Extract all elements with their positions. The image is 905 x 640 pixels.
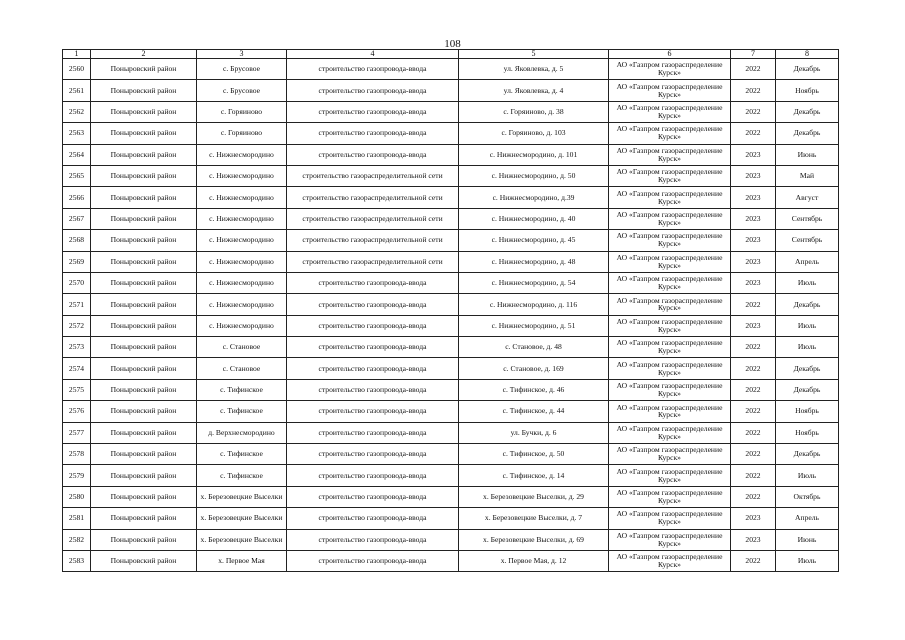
cell-settlement: с. Тифинское [197,379,287,400]
column-header-7: 7 [731,50,776,59]
cell-organization: АО «Газпром газораспределение Курск» [609,550,731,571]
cell-month: Июнь [776,529,839,550]
cell-organization: АО «Газпром газораспределение Курск» [609,529,731,550]
cell-year: 2022 [731,337,776,358]
cell-row-number: 2581 [63,508,91,529]
cell-row-number: 2573 [63,337,91,358]
cell-month: Ноябрь [776,422,839,443]
cell-work-type: строительство газопровода-ввода [287,272,459,293]
cell-district: Поныровский район [91,251,197,272]
column-header-1: 1 [63,50,91,59]
page-number: 108 [444,38,461,50]
table-row [63,294,839,315]
cell-settlement: с. Нижнесмородино [197,272,287,293]
cell-work-type: строительство газораспределительной сети [287,208,459,229]
cell-year: 2022 [731,101,776,122]
cell-organization: АО «Газпром газораспределение Курск» [609,165,731,186]
cell-organization: АО «Газпром газораспределение Курск» [609,123,731,144]
cell-district: Поныровский район [91,101,197,122]
cell-year: 2023 [731,272,776,293]
cell-settlement: с. Нижнесмородино [197,294,287,315]
cell-month: Апрель [776,251,839,272]
cell-district: Поныровский район [91,422,197,443]
cell-organization: АО «Газпром газораспределение Курск» [609,251,731,272]
cell-settlement: с. Нижнесмородино [197,315,287,336]
cell-work-type: строительство газопровода-ввода [287,465,459,486]
cell-year: 2023 [731,208,776,229]
cell-year: 2023 [731,508,776,529]
cell-year: 2022 [731,444,776,465]
cell-work-type: строительство газопровода-ввода [287,486,459,507]
header-row [63,50,839,59]
cell-address: ул. Яковлевка, д. 4 [459,80,609,101]
cell-organization: АО «Газпром газораспределение Курск» [609,486,731,507]
cell-year: 2022 [731,59,776,80]
cell-organization: АО «Газпром газораспределение Курск» [609,208,731,229]
cell-settlement: с. Горяиново [197,101,287,122]
cell-work-type: строительство газопровода-ввода [287,358,459,379]
cell-address: с. Нижнесмородино, д. 54 [459,272,609,293]
cell-year: 2022 [731,123,776,144]
cell-row-number: 2582 [63,529,91,550]
cell-settlement: с. Нижнесмородино [197,165,287,186]
cell-month: Декабрь [776,444,839,465]
cell-row-number: 2564 [63,144,91,165]
cell-row-number: 2568 [63,230,91,251]
cell-organization: АО «Газпром газораспределение Курск» [609,187,731,208]
cell-row-number: 2567 [63,208,91,229]
cell-address: с. Нижнесмородино, д. 48 [459,251,609,272]
table-row [63,144,839,165]
cell-address: с. Тифинское, д. 14 [459,465,609,486]
cell-district: Поныровский район [91,486,197,507]
cell-month: Сентябрь [776,208,839,229]
cell-year: 2022 [731,401,776,422]
cell-district: Поныровский район [91,550,197,571]
cell-address: с. Тифинское, д. 46 [459,379,609,400]
cell-settlement: д. Верхнесмородино [197,422,287,443]
table-row [63,444,839,465]
cell-year: 2023 [731,165,776,186]
cell-settlement: х. Первое Мая [197,550,287,571]
cell-district: Поныровский район [91,123,197,144]
table-row [63,123,839,144]
cell-row-number: 2583 [63,550,91,571]
cell-month: Октябрь [776,486,839,507]
cell-year: 2022 [731,465,776,486]
cell-settlement: с. Становое [197,337,287,358]
cell-district: Поныровский район [91,208,197,229]
cell-settlement: с. Нижнесмородино [197,230,287,251]
cell-settlement: с. Становое [197,358,287,379]
cell-year: 2022 [731,358,776,379]
table-row [63,187,839,208]
cell-organization: АО «Газпром газораспределение Курск» [609,144,731,165]
cell-district: Поныровский район [91,144,197,165]
cell-month: Июль [776,465,839,486]
cell-row-number: 2563 [63,123,91,144]
cell-work-type: строительство газопровода-ввода [287,123,459,144]
cell-district: Поныровский район [91,529,197,550]
cell-district: Поныровский район [91,315,197,336]
cell-month: Май [776,165,839,186]
cell-month: Июль [776,272,839,293]
table-row [63,101,839,122]
cell-work-type: строительство газораспределительной сети [287,251,459,272]
cell-district: Поныровский район [91,80,197,101]
cell-organization: АО «Газпром газораспределение Курск» [609,401,731,422]
cell-address: х. Березовецкие Выселки, д. 7 [459,508,609,529]
cell-settlement: х. Березовецкие Выселки [197,486,287,507]
cell-row-number: 2565 [63,165,91,186]
cell-row-number: 2577 [63,422,91,443]
cell-row-number: 2576 [63,401,91,422]
cell-address: с. Нижнесмородино, д.39 [459,187,609,208]
cell-row-number: 2575 [63,379,91,400]
cell-organization: АО «Газпром газораспределение Курск» [609,80,731,101]
cell-organization: АО «Газпром газораспределение Курск» [609,272,731,293]
cell-settlement: с. Тифинское [197,401,287,422]
cell-month: Декабрь [776,101,839,122]
cell-year: 2023 [731,315,776,336]
cell-district: Поныровский район [91,165,197,186]
cell-month: Декабрь [776,379,839,400]
cell-month: Декабрь [776,358,839,379]
cell-organization: АО «Газпром газораспределение Курск» [609,59,731,80]
cell-settlement: с. Тифинское [197,444,287,465]
cell-work-type: строительство газораспределительной сети [287,187,459,208]
cell-settlement: с. Нижнесмородино [197,251,287,272]
gasification-table [62,49,839,572]
table-row [63,315,839,336]
cell-address: с. Становое, д. 48 [459,337,609,358]
table-row [63,80,839,101]
table-row [63,230,839,251]
cell-work-type: строительство газопровода-ввода [287,401,459,422]
cell-year: 2022 [731,80,776,101]
table-row [63,401,839,422]
table-row [63,251,839,272]
cell-row-number: 2562 [63,101,91,122]
cell-settlement: х. Березовецкие Выселки [197,529,287,550]
cell-row-number: 2572 [63,315,91,336]
cell-district: Поныровский район [91,358,197,379]
cell-row-number: 2569 [63,251,91,272]
cell-month: Декабрь [776,59,839,80]
cell-address: с. Нижнесмородино, д. 50 [459,165,609,186]
cell-settlement: с. Тифинское [197,465,287,486]
cell-year: 2023 [731,144,776,165]
cell-address: х. Березовецкие Выселки, д. 69 [459,529,609,550]
cell-month: Декабрь [776,123,839,144]
cell-district: Поныровский район [91,401,197,422]
cell-address: ул. Яковлевка, д. 5 [459,59,609,80]
cell-address: с. Тифинское, д. 50 [459,444,609,465]
cell-row-number: 2574 [63,358,91,379]
cell-row-number: 2570 [63,272,91,293]
cell-address: х. Первое Мая, д. 12 [459,550,609,571]
table-row [63,379,839,400]
cell-organization: АО «Газпром газораспределение Курск» [609,358,731,379]
cell-work-type: строительство газопровода-ввода [287,379,459,400]
cell-work-type: строительство газопровода-ввода [287,444,459,465]
table-row [63,358,839,379]
cell-month: Ноябрь [776,401,839,422]
cell-settlement: х. Березовецкие Выселки [197,508,287,529]
cell-month: Июль [776,337,839,358]
column-header-4: 4 [287,50,459,59]
cell-work-type: строительство газопровода-ввода [287,59,459,80]
cell-organization: АО «Газпром газораспределение Курск» [609,422,731,443]
cell-year: 2023 [731,230,776,251]
cell-district: Поныровский район [91,272,197,293]
cell-settlement: с. Горяиново [197,123,287,144]
cell-work-type: строительство газораспределительной сети [287,165,459,186]
table-row [63,508,839,529]
table-row [63,465,839,486]
cell-year: 2023 [731,251,776,272]
cell-year: 2022 [731,550,776,571]
cell-month: Июль [776,315,839,336]
cell-address: с. Нижнесмородино, д. 40 [459,208,609,229]
column-header-8: 8 [776,50,839,59]
cell-address: с. Горяиново, д. 38 [459,101,609,122]
cell-work-type: строительство газопровода-ввода [287,337,459,358]
table-row [63,337,839,358]
cell-month: Август [776,187,839,208]
cell-organization: АО «Газпром газораспределение Курск» [609,337,731,358]
cell-settlement: с. Брусовое [197,59,287,80]
cell-district: Поныровский район [91,444,197,465]
cell-address: х. Березовецкие Выселки, д. 29 [459,486,609,507]
cell-month: Декабрь [776,294,839,315]
table-row [63,486,839,507]
cell-settlement: с. Нижнесмородино [197,208,287,229]
cell-year: 2022 [731,379,776,400]
cell-work-type: строительство газопровода-ввода [287,422,459,443]
cell-organization: АО «Газпром газораспределение Курск» [609,444,731,465]
cell-row-number: 2578 [63,444,91,465]
cell-year: 2023 [731,529,776,550]
cell-organization: АО «Газпром газораспределение Курск» [609,101,731,122]
cell-work-type: строительство газораспределительной сети [287,230,459,251]
cell-month: Апрель [776,508,839,529]
cell-month: Ноябрь [776,80,839,101]
cell-year: 2022 [731,422,776,443]
cell-work-type: строительство газопровода-ввода [287,144,459,165]
cell-organization: АО «Газпром газораспределение Курск» [609,315,731,336]
cell-organization: АО «Газпром газораспределение Курск» [609,508,731,529]
column-header-2: 2 [91,50,197,59]
table-row [63,422,839,443]
column-header-5: 5 [459,50,609,59]
cell-year: 2023 [731,187,776,208]
table-row [63,59,839,80]
cell-year: 2022 [731,486,776,507]
table-row [63,529,839,550]
cell-district: Поныровский район [91,508,197,529]
cell-work-type: строительство газопровода-ввода [287,80,459,101]
cell-organization: АО «Газпром газораспределение Курск» [609,379,731,400]
cell-settlement: с. Нижнесмородино [197,187,287,208]
cell-address: с. Тифинское, д. 44 [459,401,609,422]
cell-row-number: 2571 [63,294,91,315]
cell-month: Июнь [776,144,839,165]
cell-organization: АО «Газпром газораспределение Курск» [609,294,731,315]
cell-address: с. Нижнесмородино, д. 45 [459,230,609,251]
cell-month: Сентябрь [776,230,839,251]
cell-work-type: строительство газопровода-ввода [287,101,459,122]
table-body [63,59,839,572]
cell-year: 2022 [731,294,776,315]
cell-row-number: 2561 [63,80,91,101]
cell-address: с. Нижнесмородино, д. 116 [459,294,609,315]
table-row [63,272,839,293]
column-header-6: 6 [609,50,731,59]
cell-district: Поныровский район [91,59,197,80]
cell-row-number: 2580 [63,486,91,507]
table-row [63,208,839,229]
cell-work-type: строительство газопровода-ввода [287,294,459,315]
cell-work-type: строительство газопровода-ввода [287,508,459,529]
cell-work-type: строительство газопровода-ввода [287,529,459,550]
cell-organization: АО «Газпром газораспределение Курск» [609,230,731,251]
cell-district: Поныровский район [91,230,197,251]
cell-district: Поныровский район [91,465,197,486]
cell-work-type: строительство газопровода-ввода [287,315,459,336]
cell-organization: АО «Газпром газораспределение Курск» [609,465,731,486]
cell-address: ул. Бучки, д. 6 [459,422,609,443]
cell-row-number: 2579 [63,465,91,486]
cell-row-number: 2560 [63,59,91,80]
cell-address: с. Нижнесмородино, д. 101 [459,144,609,165]
cell-address: с. Нижнесмородино, д. 51 [459,315,609,336]
cell-work-type: строительство газопровода-ввода [287,550,459,571]
cell-district: Поныровский район [91,294,197,315]
table-row [63,165,839,186]
cell-district: Поныровский район [91,337,197,358]
table-row [63,550,839,571]
cell-month: Июль [776,550,839,571]
cell-row-number: 2566 [63,187,91,208]
cell-district: Поныровский район [91,379,197,400]
cell-address: с. Горяиново, д. 103 [459,123,609,144]
cell-address: с. Становое, д. 169 [459,358,609,379]
cell-settlement: с. Нижнесмородино [197,144,287,165]
column-header-3: 3 [197,50,287,59]
cell-district: Поныровский район [91,187,197,208]
cell-settlement: с. Брусовое [197,80,287,101]
